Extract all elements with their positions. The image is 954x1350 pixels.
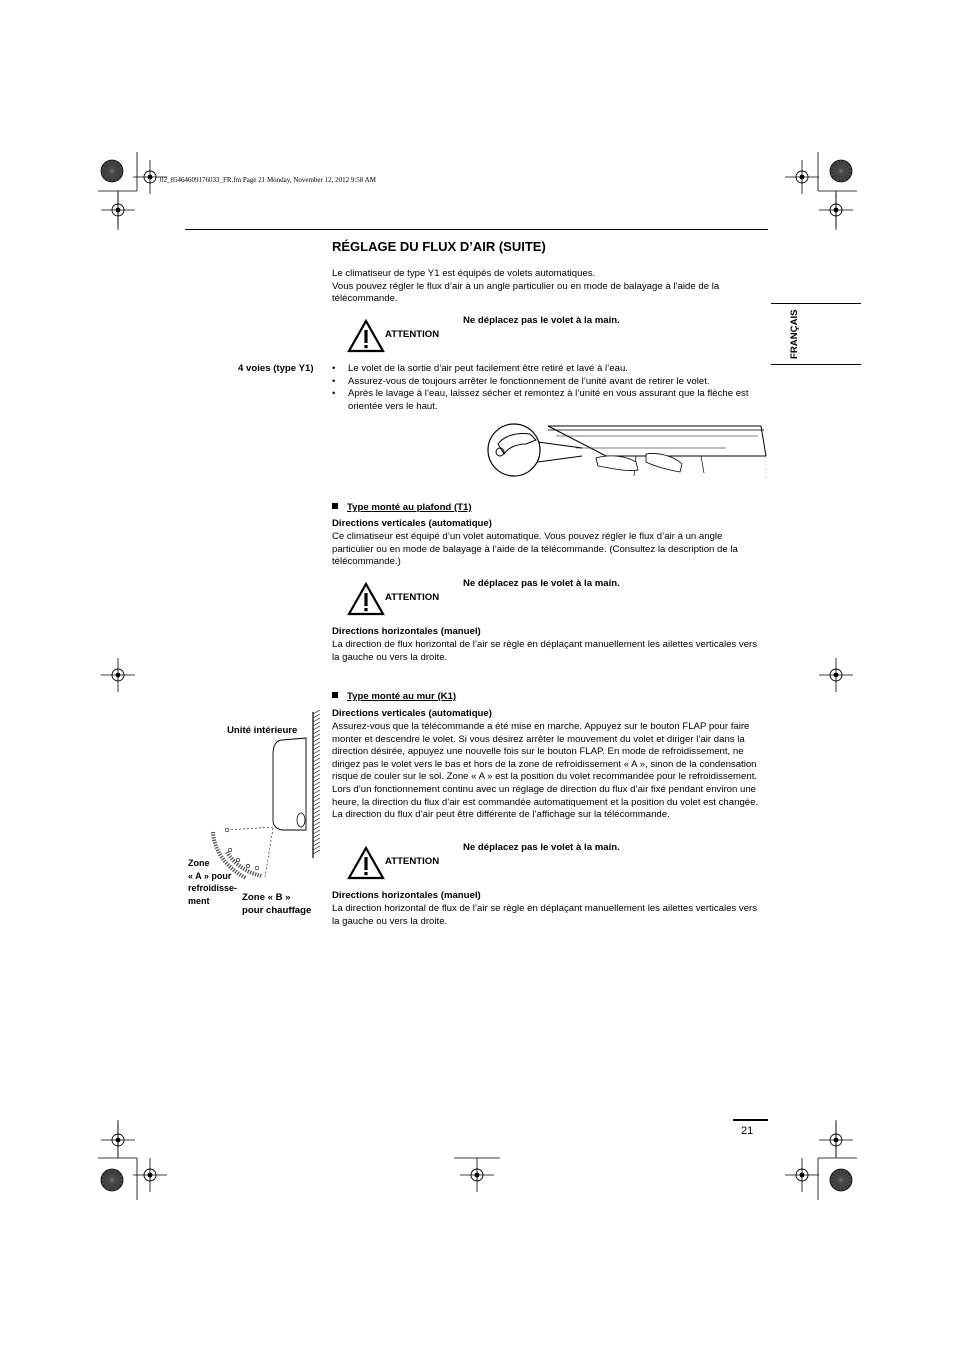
crosshair-registration-mark — [133, 1158, 167, 1192]
crosshair-registration-mark — [101, 193, 135, 227]
y1-louver-illustration — [486, 418, 768, 484]
intro — [332, 268, 762, 306]
crosshair-registration-mark — [785, 1158, 819, 1192]
t1-heading-row — [332, 497, 472, 515]
warning-triangle-icon — [347, 582, 385, 616]
zone-b-line: pour chauffage — [242, 904, 312, 916]
zone-b-line: Zone « B » — [242, 892, 291, 903]
k1-vertical-paragraph-2: Lors d’un fonctionnement continu avec un réglage de direction du flux d’air fixé pendant environ une heure, la direction du flux d’air est commandée automatiquement et la position du volet est changée. La direction du flux d’air peut être différente de l’affichage sur la télécommande. — [332, 783, 759, 821]
crosshair-registration-mark — [101, 658, 135, 692]
y1-bullet: • Le volet de la sortie d’air peut facilement être retiré et lavé à l’eau. — [332, 363, 762, 376]
attention-block-3 — [347, 842, 767, 885]
zone-b-label — [242, 892, 311, 917]
diagram-unit-label: Unité intérieure — [227, 725, 298, 736]
square-bullet-icon — [332, 692, 338, 698]
crosshair-registration-mark — [460, 1158, 494, 1192]
t1-horizontal-text: La direction de flux horizontal de l’air se règle en déplaçant manuellement les ailettes verticales vers la gauche ou vers la droite. — [332, 639, 758, 663]
color-registration-disc — [830, 1169, 852, 1191]
k1-vertical-paragraph-1: Assurez-vous que la télécommande a été mise en marche. Appuyez sur le bouton FLAP pour faire monter et descendre le volet. Si vous désirez arrêter le mouvement du volet et diriger l’air dans la direction désirée, appuyez une nouvelle fois sur le bouton FLAP. En mode de refroidissement, ne dirigez pas le volet vers le bas et hors de la zone de refroidissement « A », sinon de la condensation risque de couler sur le sol. Zone « A » est la position du volet recommandée pour le refroidissement. — [332, 721, 758, 783]
t1-horizontal-title: Directions horizontales (manuel) — [332, 626, 481, 637]
crosshair-registration-mark — [819, 658, 853, 692]
zone-a-line: refroidisse- — [188, 883, 238, 894]
warning-triangle-icon — [347, 846, 385, 880]
page-number: 21 — [741, 1125, 754, 1137]
color-registration-disc — [101, 1169, 123, 1191]
file-header-note: 02_85464609176033_FR.fm Page 21 Monday, November 12, 2012 9:58 AM — [160, 176, 376, 184]
k1-horizontal-text: La direction horizontal de flux de l’air se règle en déplaçant manuellement les ailettes verticales vers la gauche ou vers la droite. — [332, 903, 758, 927]
y1-label: 4 voies (type Y1) — [238, 363, 314, 374]
attention-message: Ne déplacez pas le volet à la main. — [463, 315, 620, 326]
side-tab-rule-top — [771, 303, 861, 304]
intro-line-1: Le climatiseur de type Y1 est équipés de volets automatiques. — [332, 268, 596, 279]
k1-vertical-title: Directions verticales (automatique) — [332, 708, 492, 719]
intro-line-2: Vous pouvez régler le flux d’air à un angle particulier ou en mode de balayage à l’aide de la télécommande. — [332, 280, 720, 305]
k1-heading-row — [332, 686, 456, 704]
attention-label: ATTENTION — [385, 592, 440, 603]
t1-vertical-text: Ce climatiseur est équipé d’un volet automatique. Vous pouvez régler le flux d’air à un angle particulier ou en mode de balayage à l’aide de la télécommande. (Consultez la description de la télécommande.) — [332, 531, 738, 568]
side-tab-language: FRANÇAIS — [789, 309, 800, 359]
side-tab-rule-bottom — [771, 364, 861, 365]
k1-horizontal-title: Directions horizontales (manuel) — [332, 890, 481, 901]
color-registration-disc — [101, 160, 123, 182]
square-bullet-icon — [332, 503, 338, 509]
crosshair-registration-mark — [819, 1123, 853, 1157]
crosshair-registration-mark — [785, 160, 819, 194]
k1-vertical-text — [332, 721, 762, 822]
zone-a-line: ment — [188, 895, 210, 906]
y1-bullet: • Après le lavage à l’eau, laissez sécher et remontez à l’unité en vous assurant que la flèche est orientée vers le haut. — [332, 388, 762, 413]
t1-heading: Type monté au plafond (T1) — [347, 502, 472, 513]
section-title: RÉGLAGE DU FLUX D’AIR (SUITE) — [332, 239, 546, 254]
color-registration-disc — [830, 160, 852, 182]
y1-bullet: • Assurez-vous de toujours arrêter le fonctionnement de l’unité avant de retirer le volet. — [332, 376, 762, 389]
t1-vertical-title: Directions verticales (automatique) — [332, 518, 492, 529]
attention-label: ATTENTION — [385, 856, 440, 867]
zone-a-label — [188, 857, 237, 907]
y1-bullet-list — [332, 363, 762, 413]
attention-label: ATTENTION — [385, 329, 440, 340]
zone-a-line: Zone — [188, 858, 210, 868]
page-number-rule — [733, 1119, 768, 1121]
crosshair-registration-mark — [819, 193, 853, 227]
attention-block-2 — [347, 578, 767, 621]
attention-message: Ne déplacez pas le volet à la main. — [463, 578, 620, 589]
crosshair-registration-mark — [101, 1123, 135, 1157]
k1-heading: Type monté au mur (K1) — [347, 691, 457, 702]
attention-message: Ne déplacez pas le volet à la main. — [463, 842, 620, 853]
top-rule — [185, 229, 768, 230]
warning-triangle-icon — [347, 319, 385, 353]
zone-a-line: « A » pour — [188, 870, 232, 881]
attention-block-1 — [347, 315, 767, 358]
